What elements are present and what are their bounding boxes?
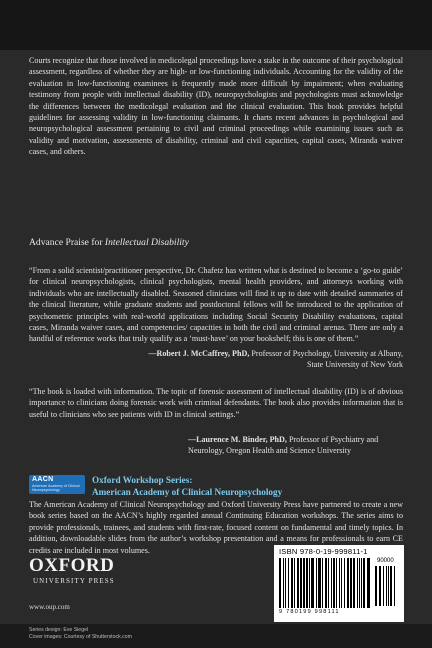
praise-author-1: —Robert J. McCaffrey, PhD, bbox=[148, 349, 250, 358]
barcode-stripe bbox=[361, 558, 362, 608]
praise-affiliation-2: Professor of Psychiatry and Neurology, Oregon Health and Science University bbox=[188, 435, 379, 456]
praise-attribution-1 bbox=[143, 348, 403, 371]
barcode-stripe bbox=[283, 558, 284, 608]
barcode-stripe bbox=[394, 566, 395, 606]
book-description: Courts recognize that those involved in medicolegal proceedings have a stake in the outcome of their psychological assessment, regardless of whether they are high- or low-functioning individuals. Accounting for the validity of the evaluation in low-functioning examinees is frequently made more difficult by impairment; when evaluating testimony from people with intellectual disability (ID), neuropsychologists and psychologists must acknowledge the differences between the medicolegal evaluation and the clinical evaluation. This book provides helpful guidelines for assessing validity in low-functioning claimants. It charts recent advances in psychological and neuropsychological assessment pertaining to civil and criminal proceedings while examining issues such as validity and motivation, assessments of disability, criminal and civil capacities, capital cases, Miranda waiver cases, and others. bbox=[29, 56, 403, 157]
barcode-stripe bbox=[288, 558, 289, 608]
barcode-stripe bbox=[303, 558, 305, 608]
barcode-stripe bbox=[359, 558, 360, 608]
barcode-stripe bbox=[341, 558, 342, 608]
barcode-stripe bbox=[300, 558, 302, 608]
barcode-stripe bbox=[383, 566, 384, 606]
barcode-stripe bbox=[311, 558, 314, 608]
praise-quote-2: “The book is loaded with information. The topic of forensic assessment of intellectual disability (ID) is of obvious importance to clinicians doing forensic work with criminal defendants. The book also provides information that is useful to clinicians who see patients with ID in clinical settings.” bbox=[29, 387, 403, 419]
barcode-stripe bbox=[328, 558, 329, 608]
aacn-logo-text: AACN bbox=[32, 476, 54, 483]
barcode-stripe bbox=[357, 558, 358, 608]
barcode-bars bbox=[279, 558, 373, 608]
series-title-line2: American Academy of Clinical Neuropsychology bbox=[92, 487, 283, 497]
barcode-stripe bbox=[336, 558, 337, 608]
barcode-stripe bbox=[363, 558, 365, 608]
publisher-url[interactable]: www.oup.com bbox=[29, 603, 70, 611]
barcode-stripe bbox=[390, 566, 392, 606]
price-code: 90000 bbox=[377, 558, 394, 564]
praise-quote-1: “From a solid scientist/practitioner perspective, Dr. Chafetz has written what is destined to become a ‘go-to guide’ for clinical neuropsychologists, clinical psychologists, mental health providers, and attorneys working with individuals who are intellectually disabled. Seasoned clinicians will find it up to date with detailed summaries of the clinical literature, while graduate students and postdoctoral fellows will be introduced to the application of psychometric principles with real-world applications including Social Security Disability evaluations, capital cases, Miranda waiver cases, and competencies/ capacities in both the civil and criminal arenas. There are only a handful of reference works that truly qualify as a ‘must-have’ on your bookshelf; this is one of them.” bbox=[29, 266, 403, 344]
series-design-credit: Series design: Eve Siegel bbox=[29, 627, 89, 633]
praise-heading bbox=[29, 237, 403, 248]
top-band bbox=[0, 0, 432, 50]
barcode-stripe bbox=[347, 558, 349, 608]
barcode-stripe bbox=[350, 558, 352, 608]
price-addon-bars bbox=[375, 566, 399, 606]
publisher-logo-name: OXFORD bbox=[29, 555, 115, 576]
barcode-stripe bbox=[306, 558, 308, 608]
cover-images-credit: Cover images: Courtesy of Shutterstock.com bbox=[29, 634, 132, 640]
aacn-logo-subtext: American Academy of Clinical Neuropsychology bbox=[32, 484, 80, 492]
barcode-stripe bbox=[344, 558, 345, 608]
barcode-stripe bbox=[379, 566, 381, 606]
series-description: The American Academy of Clinical Neuropsychology and Oxford University Press have partnered to create a new book series based on the AACN’s highly regarded annual Continuing Education workshops. The series aims to provide professionals, trainees, and students with first-rate, focused content on fundamental and timely topics. In addition, downloadable slides from the author’s workshop presentation and a means for professionals to earn CE credits are included in most volumes. bbox=[29, 500, 403, 555]
praise-heading-prefix: Advance Praise for bbox=[29, 237, 105, 248]
aacn-logo bbox=[29, 475, 85, 494]
barcode-stripe bbox=[353, 558, 355, 608]
barcode-number: 9 780199 998111 bbox=[279, 609, 340, 615]
barcode-stripe bbox=[318, 558, 321, 608]
praise-attribution-2 bbox=[188, 434, 403, 457]
praise-affiliation-1: Professor of Psychology, University at Albany, State University of New York bbox=[249, 349, 403, 370]
barcode-stripe bbox=[285, 558, 286, 608]
barcode-stripe bbox=[375, 566, 377, 606]
barcode-stripe bbox=[325, 558, 327, 608]
barcode-stripe bbox=[297, 558, 299, 608]
barcode-stripe bbox=[291, 558, 293, 608]
barcode-stripe bbox=[388, 566, 389, 606]
barcode-stripe bbox=[367, 558, 370, 608]
series-title-line1: Oxford Workshop Series: bbox=[92, 475, 193, 485]
barcode-stripe bbox=[279, 558, 281, 608]
barcode-stripe bbox=[322, 558, 323, 608]
isbn-text: ISBN 978-0-19-999811-1 bbox=[279, 547, 368, 556]
barcode-panel bbox=[274, 545, 404, 622]
publisher-logo-subname: UNIVERSITY PRESS bbox=[33, 577, 115, 585]
barcode-stripe bbox=[316, 558, 317, 608]
barcode-stripe bbox=[331, 558, 332, 608]
barcode-stripe bbox=[339, 558, 340, 608]
praise-heading-title: Intellectual Disability bbox=[104, 237, 189, 248]
praise-author-2: —Laurence M. Binder, PhD, bbox=[188, 435, 287, 444]
barcode-stripe bbox=[386, 566, 387, 606]
barcode-stripe bbox=[294, 558, 295, 608]
barcode-stripe bbox=[309, 558, 310, 608]
barcode-stripe bbox=[333, 558, 335, 608]
